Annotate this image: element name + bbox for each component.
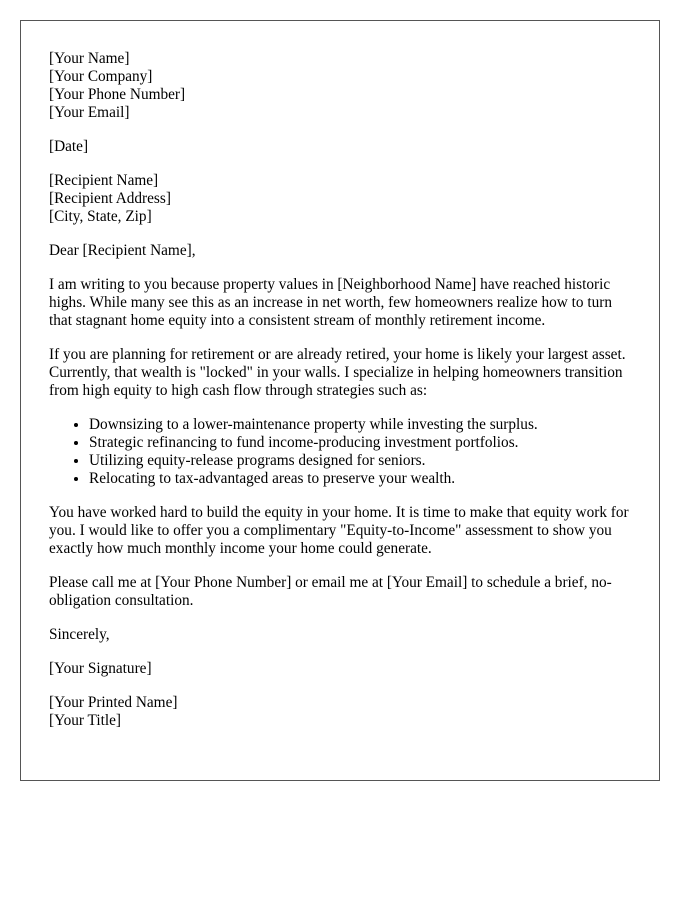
date-line: [Date] (49, 138, 89, 155)
list-item: • Strategic refinancing to fund income-producing investment portfolios. (89, 434, 631, 452)
sign-off: Sincerely, (49, 626, 110, 643)
body-paragraph-4: Please call me at [Your Phone Number] or email me at [Your Email] to schedule a brief, no-obligation consultation. (49, 574, 612, 609)
sender-block (49, 50, 631, 122)
sender-name: [Your Name] (49, 50, 130, 67)
body-paragraph-1: I am writing to you because property values in [Neighborhood Name] have reached historic highs. While many see this as an increase in net worth, few homeowners realize how to turn that stagnant home equity into a consistent stream of monthly retirement income. (49, 276, 612, 329)
body-paragraph-2: If you are planning for retirement or are already retired, your home is likely your largest asset. Currently, that wealth is "locked" in your walls. I specialize in helping homeowners transition from high equity to high cash flow through strategies such as: (49, 346, 626, 399)
letter-page (20, 20, 660, 781)
recipient-address: [Recipient Address] (49, 190, 171, 207)
list-item: • Utilizing equity-release programs designed for seniors. (89, 452, 631, 470)
recipient-block (49, 172, 631, 226)
salutation: Dear [Recipient Name], (49, 242, 196, 259)
list-item: • Downsizing to a lower-maintenance property while investing the surplus. (89, 416, 631, 434)
sender-email: [Your Email] (49, 104, 130, 121)
body-paragraph-3: You have worked hard to build the equity in your home. It is time to make that equity work for you. I would like to offer you a complimentary "Equity-to-Income" assessment to show you exactly how much monthly income your home could generate. (49, 504, 629, 557)
sender-company: [Your Company] (49, 68, 153, 85)
sender-phone: [Your Phone Number] (49, 86, 186, 103)
signer-block (49, 694, 631, 730)
recipient-name: [Recipient Name] (49, 172, 159, 189)
signature: [Your Signature] (49, 660, 152, 677)
strategy-list (49, 416, 631, 488)
signer-title: [Your Title] (49, 712, 121, 729)
printed-name: [Your Printed Name] (49, 694, 178, 711)
list-item: • Relocating to tax-advantaged areas to preserve your wealth. (89, 470, 631, 488)
recipient-city-state-zip: [City, State, Zip] (49, 208, 152, 225)
